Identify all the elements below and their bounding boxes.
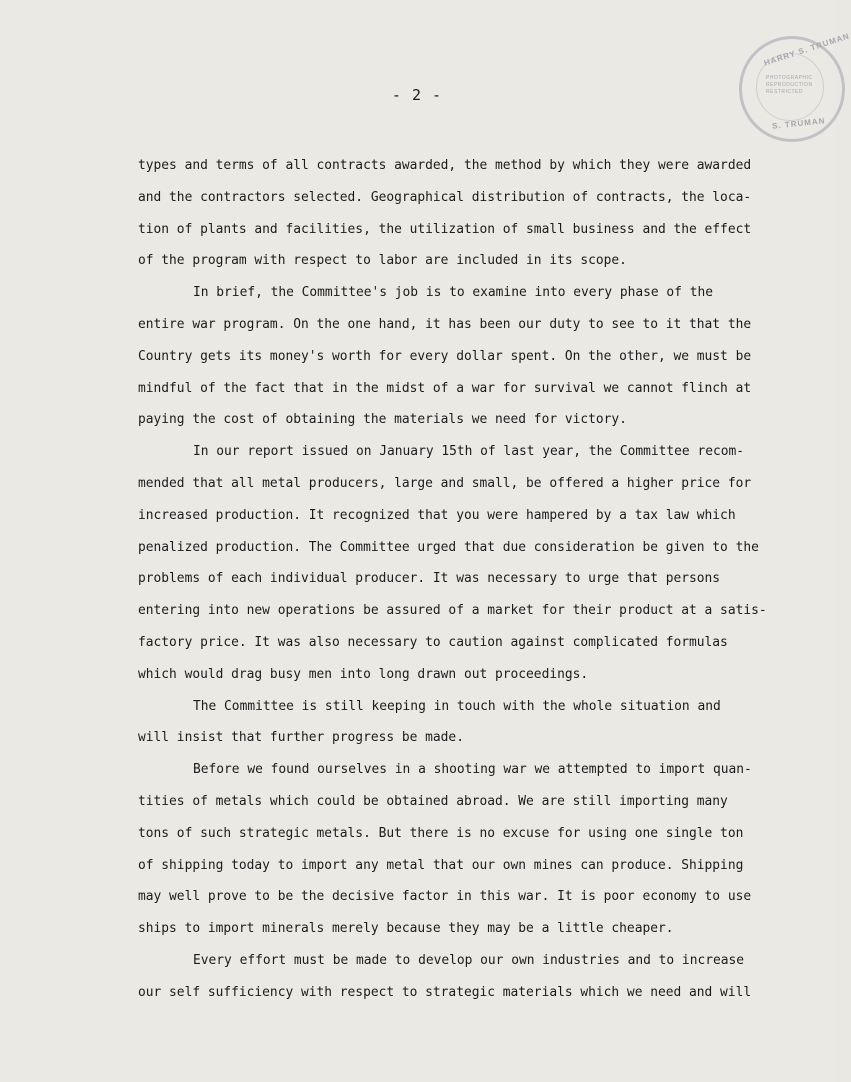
text-line: penalized production. The Committee urged that due consideration be given to the	[138, 539, 759, 555]
text-line: In our report issued on January 15th of last year, the Committee recom-	[193, 444, 745, 460]
text-line: tities of metals which could be obtained abroad. We are still importing many	[138, 793, 728, 809]
text-line: tion of plants and facilities, the utilization of small business and the effect	[138, 221, 752, 237]
text-line: problems of each individual producer. It was necessary to urge that persons	[138, 571, 721, 587]
text-line: Every effort must be made to develop our own industries and to increase	[193, 952, 745, 968]
text-line: paying the cost of obtaining the materials we need for victory.	[138, 412, 627, 428]
stamp-bottom-text: S. TRUMAN	[771, 116, 826, 131]
text-line: Country gets its money's worth for every dollar spent. On the other, we must be	[138, 348, 752, 364]
text-line: our self sufficiency with respect to strategic materials which we need and will	[138, 984, 752, 1000]
text-line: of shipping today to import any metal that our own mines can produce. Shipping	[138, 857, 744, 873]
text-line: The Committee is still keeping in touch with the whole situation and	[193, 698, 721, 714]
page-number: - 2 -	[391, 86, 443, 104]
text-line: mended that all metal producers, large and small, be offered a higher price for	[138, 475, 752, 491]
text-line: factory price. It was also necessary to caution against complicated formulas	[138, 634, 728, 650]
text-line: In brief, the Committee's job is to examine into every phase of the	[193, 285, 713, 301]
document-body	[138, 150, 818, 1009]
text-line: ships to import minerals merely because they may be a little cheaper.	[138, 921, 674, 937]
text-line: of the program with respect to labor are included in its scope.	[138, 253, 627, 269]
stamp-center-text: PHOTOGRAPHIC REPRODUCTION RESTRICTED	[766, 75, 813, 95]
text-line: entire war program. On the one hand, it has been our duty to see to it that the	[138, 316, 752, 332]
text-line: Before we found ourselves in a shooting war we attempted to import quan-	[193, 762, 752, 778]
text-line: entering into new operations be assured of a market for their product at a satis-	[138, 603, 767, 619]
stamp-top-text: HARRY S. TRUMAN	[762, 31, 851, 68]
text-line: which would drag busy men into long drawn out proceedings.	[138, 666, 589, 682]
text-line: and the contractors selected. Geographical distribution of contracts, the loca-	[138, 189, 752, 205]
text-line: mindful of the fact that in the midst of a war for survival we cannot flinch at	[138, 380, 752, 396]
text-line: increased production. It recognized that you were hampered by a tax law which	[138, 507, 736, 523]
text-line: will insist that further progress be made.	[138, 730, 464, 746]
text-line: types and terms of all contracts awarded, the method by which they were awarded	[138, 158, 752, 173]
text-line: tons of such strategic metals. But there is no excuse for using one single ton	[138, 825, 744, 841]
text-line: may well prove to be the decisive factor in this war. It is poor economy to use	[138, 889, 752, 905]
